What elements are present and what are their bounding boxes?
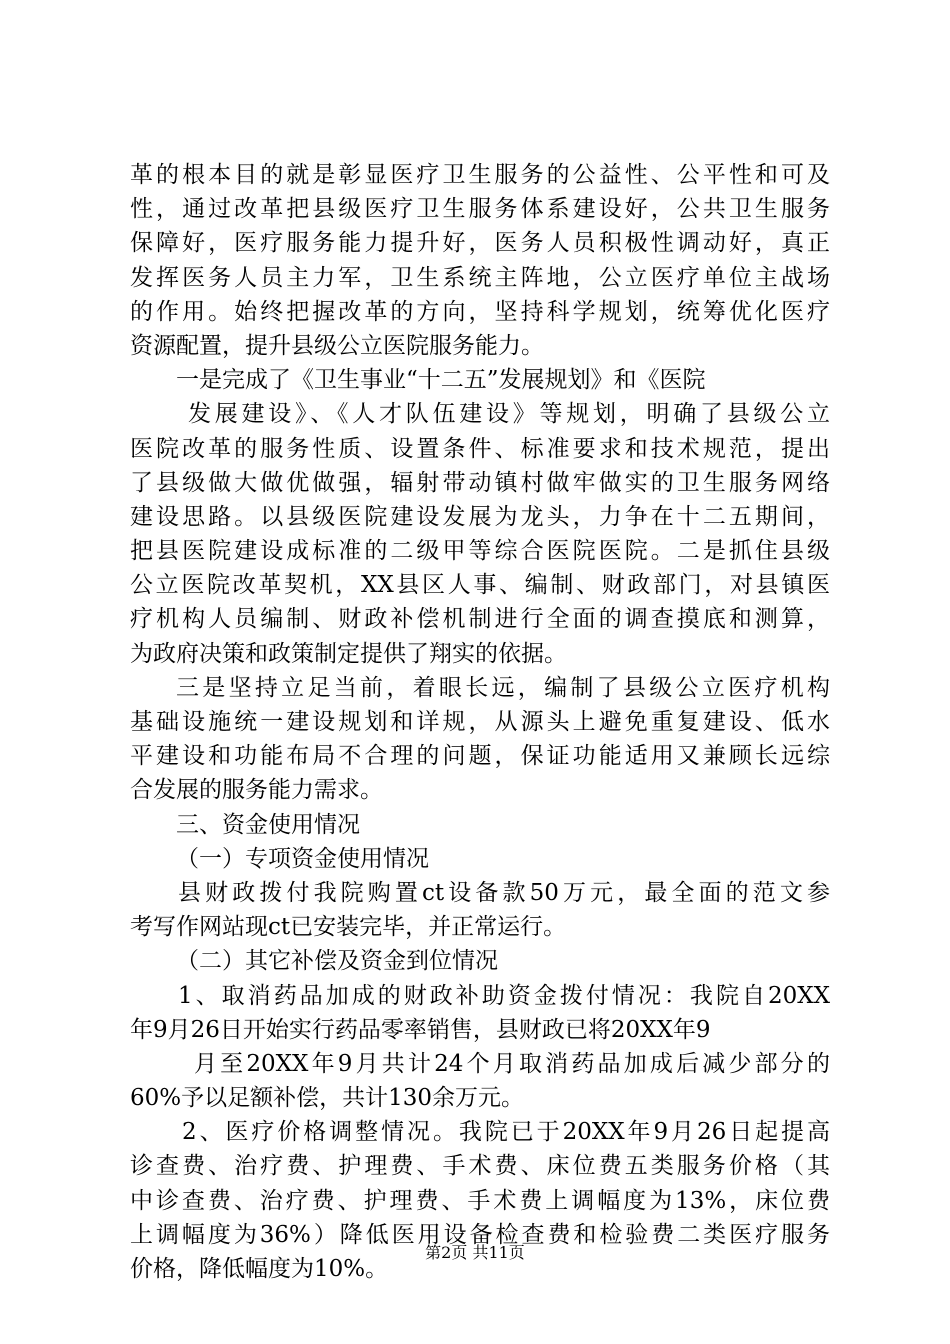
- body-text: [130, 158, 830, 1286]
- text-line: 考写作网站现ct已安装完毕，并正常运行。: [130, 914, 567, 941]
- text-line: 为政府决策和政策制定提供了翔实的依据。: [130, 640, 567, 667]
- section-heading: 三、资金使用情况: [176, 811, 360, 838]
- text-line: 1、取消药品加成的财政补助资金拨付情况：我院自20XX: [178, 982, 830, 1009]
- text-line: 县财政拨付我院购置ct设备款50万元，最全面的范文参: [178, 879, 830, 906]
- text-line: 基础设施统一建设规划和详规，从源头上避免重复建设、低水: [130, 709, 830, 735]
- text-line: 合发展的服务能力需求。: [130, 777, 383, 804]
- subsection-heading: （一）专项资金使用情况: [176, 845, 429, 872]
- text-line: 60%予以足额补偿，共计130余万元。: [130, 1085, 525, 1112]
- text-line: 公立医院改革契机，XX县区人事、编制、财政部门，对县镇医: [130, 572, 830, 599]
- text-line: 建设思路。以县级医院建设发展为龙头，力争在十二五期间，: [130, 503, 830, 530]
- subsection-heading: （二）其它补偿及资金到位情况: [176, 948, 498, 975]
- text-line: 把县医院建设成标准的二级甲等综合医院医院。二是抓住县级: [130, 538, 830, 565]
- text-line: 2、医疗价格调整情况。我院已于20XX年9月26日起提高: [182, 1119, 830, 1146]
- text-line: 价格，降低幅度为10%。: [130, 1256, 389, 1282]
- text-line: 年9月26日开始实行药品零率销售，县财政已将20XX年9: [130, 1016, 711, 1043]
- text-line: 中诊查费、治疗费、护理费、手术费上调幅度为13%，床位费: [130, 1187, 830, 1214]
- text-line: 月至20XX年9月共计24个月取消药品加成后减少部分的: [194, 1050, 830, 1077]
- text-line: 医院改革的服务性质、设置条件、标准要求和技术规范，提出: [130, 435, 830, 462]
- text-line: 疗机构人员编制、财政补偿机制进行全面的调查摸底和测算，: [130, 606, 830, 633]
- text-line: 了县级做大做优做强，辐射带动镇村做牢做实的卫生服务网络: [130, 469, 830, 496]
- text-line: 上调幅度为36%）降低医用设备检查费和检验费二类医疗服务: [130, 1221, 830, 1248]
- text-line: 发挥医务人员主力军，卫生系统主阵地，公立医疗单位主战场: [130, 264, 830, 291]
- text-line: 的作用。始终把握改革的方向，坚持科学规划，统筹优化医疗: [130, 298, 830, 325]
- text-line: 一是完成了《卫生事业“十二五”发展规划》和《医院: [176, 367, 706, 394]
- text-line: 资源配置，提升县级公立医院服务能力。: [130, 332, 544, 359]
- page-footer: 第2页 共11页: [425, 1243, 525, 1262]
- text-line: 性，通过改革把县级医疗卫生服务体系建设好，公共卫生服务: [130, 196, 830, 223]
- text-line: 发展建设》、《人才队伍建设》等规划，明确了县级公立: [188, 401, 830, 428]
- text-line: 三是坚持立足当前，着眼长远，编制了县级公立医疗机构: [176, 674, 830, 701]
- text-line: 诊查费、治疗费、护理费、手术费、床位费五类服务价格（其: [130, 1153, 830, 1180]
- text-line: 平建设和功能布局不合理的问题，保证功能适用又兼顾长远综: [130, 743, 830, 770]
- text-line: 革的根本目的就是彰显医疗卫生服务的公益性、公平性和可及: [130, 162, 830, 188]
- text-line: 保障好，医疗服务能力提升好，医务人员积极性调动好，真正: [130, 230, 830, 257]
